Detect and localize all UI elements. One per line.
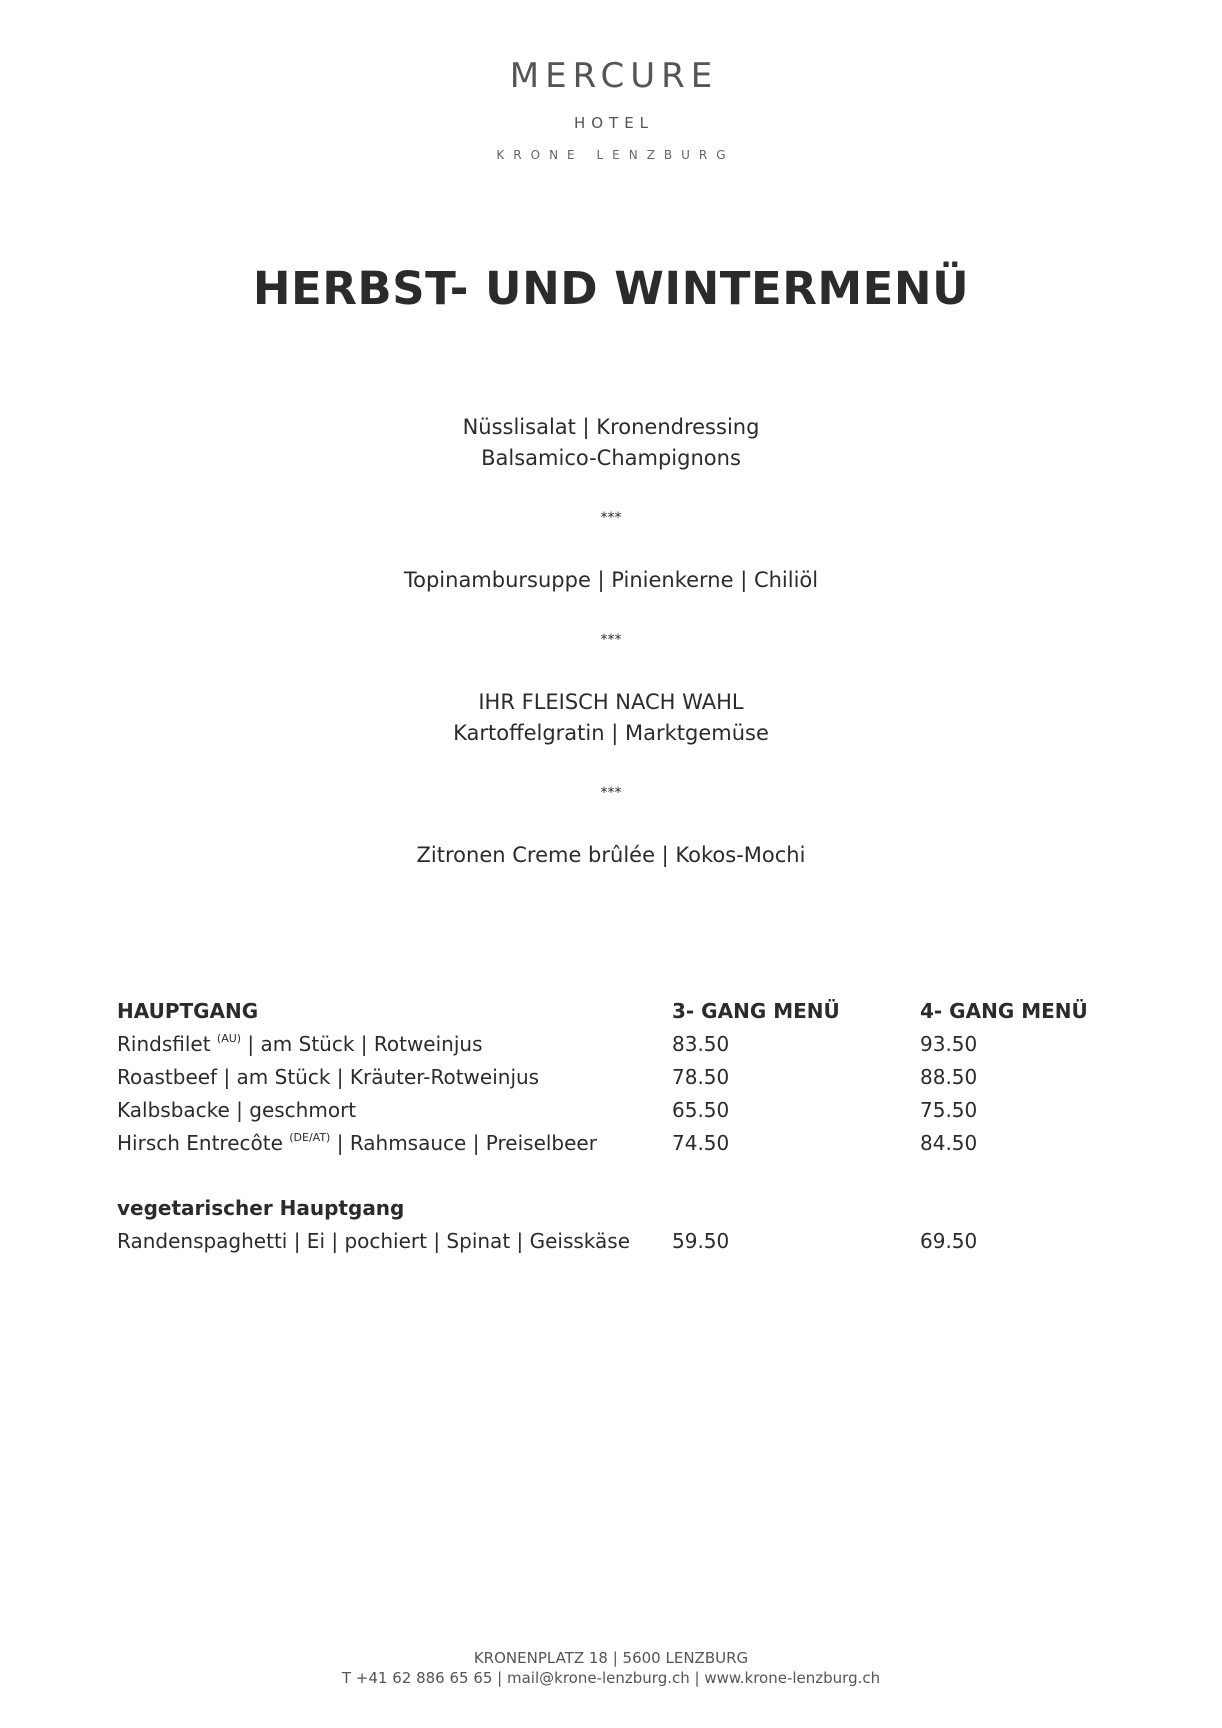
price-three-course: 65.50	[672, 1098, 730, 1122]
price-three-course: 78.50	[672, 1065, 730, 1089]
main-course-line-2: Kartoffelgratin | Marktgemüse	[453, 721, 769, 745]
table-row	[117, 1061, 1117, 1094]
price-four-course: 75.50	[920, 1098, 978, 1122]
price-four-course: 69.50	[920, 1229, 978, 1253]
main-course-line-1: IHR FLEISCH NACH WAHL	[478, 690, 744, 714]
soup-course: Topinambursuppe | Pinienkerne | Chiliöl	[403, 568, 819, 592]
header-main-course: HAUPTGANG	[117, 999, 259, 1023]
dish-name: Hirsch Entrecôte $^{(DE/AT)}$ | Rahmsauce | Preiselbeer	[117, 1131, 597, 1155]
footer-address: KRONENPLATZ 18 | 5600 LENZBURG	[473, 1649, 749, 1667]
dish-name: Roastbeef | am Stück | Kräuter-Rotweinjus	[117, 1065, 540, 1089]
footer-contact: T +41 62 886 65 65 | mail@krone-lenzburg.ch | www.krone-lenzburg.ch	[341, 1669, 881, 1687]
table-row	[117, 1225, 1117, 1258]
dessert-course: Zitronen Creme brûlée | Kokos-Mochi	[416, 843, 806, 867]
table-row	[117, 1127, 1117, 1160]
course-separator-1: ***	[600, 510, 622, 526]
origin-label: (DE/AT)	[289, 1131, 331, 1144]
price-four-course: 93.50	[920, 1032, 978, 1056]
starter-line-1: Nüsslisalat | Kronendressing	[462, 415, 760, 439]
course-separator-3: ***	[600, 785, 622, 801]
menu-title: HERBST- UND WINTERMENÜ	[252, 262, 970, 315]
course-separator-2: ***	[600, 632, 622, 648]
origin-label: (AU)	[216, 1032, 242, 1045]
dish-name: Rindsfilet $^{(AU)}$ | am Stück | Rotweinjus	[117, 1032, 483, 1056]
starter-line-2: Balsamico-Champignons	[481, 446, 741, 470]
header-three-course: 3- GANG MENÜ	[672, 999, 840, 1023]
price-four-course: 84.50	[920, 1131, 978, 1155]
dish-name: Kalbsbacke | geschmort	[117, 1098, 357, 1122]
logo-location: KRONE LENZBURG	[496, 148, 735, 162]
dish-name: Randenspaghetti | Ei | pochiert | Spinat | Geisskäse	[117, 1229, 631, 1253]
table-row	[117, 1094, 1117, 1127]
logo-hotel: HOTEL	[573, 114, 655, 132]
logo-brand: MERCURE	[509, 56, 719, 96]
price-table	[117, 995, 1117, 1258]
vegetarian-header: vegetarischer Hauptgang	[117, 1196, 405, 1220]
price-four-course: 88.50	[920, 1065, 978, 1089]
price-three-course: 74.50	[672, 1131, 730, 1155]
footer	[0, 1648, 1222, 1688]
header-four-course: 4- GANG MENÜ	[920, 999, 1088, 1023]
hotel-logo	[0, 56, 1222, 162]
vegetarian-header-row	[117, 1192, 1117, 1225]
price-three-course: 83.50	[672, 1032, 730, 1056]
table-header-row	[117, 995, 1117, 1028]
table-row	[117, 1028, 1117, 1061]
price-three-course: 59.50	[672, 1229, 730, 1253]
